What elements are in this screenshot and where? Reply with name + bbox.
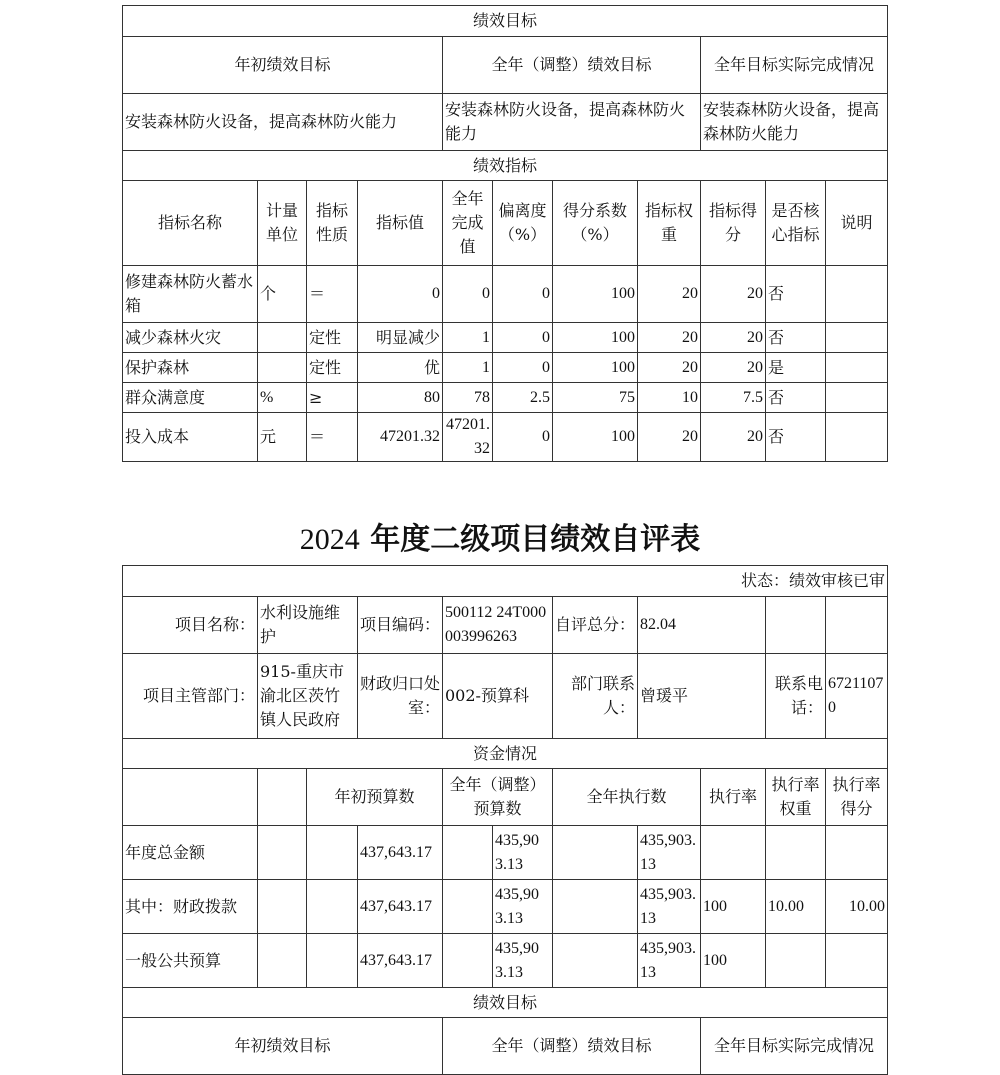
fund-adjusted: 435,903.13: [493, 826, 553, 880]
indicator-note: [826, 383, 888, 413]
indicator-name: 群众满意度: [123, 383, 258, 413]
goal-header-initial-2: 年初绩效目标: [123, 1018, 443, 1075]
fund-initial: 437,643.17: [358, 826, 443, 880]
indicator-nature: ＝: [307, 266, 358, 323]
indicator-coef: 75: [553, 383, 638, 413]
indicator-weight: 20: [638, 413, 701, 462]
indicator-weight: 20: [638, 353, 701, 383]
empty-cell: [123, 769, 258, 826]
goal-header-actual-2: 全年目标实际完成情况: [701, 1018, 888, 1075]
empty-cell: [826, 597, 888, 654]
fund-initial: 437,643.17: [358, 880, 443, 934]
indicator-unit: %: [258, 383, 307, 413]
empty-cell: [258, 934, 307, 988]
fund-rate: [701, 826, 766, 880]
indicator-name: 修建森林防火蓄水箱: [123, 266, 258, 323]
empty-cell: [443, 826, 493, 880]
indicator-note: [826, 266, 888, 323]
project-name-value: 水利设施维护: [258, 597, 358, 654]
goal-value-actual: 安装森林防火设备，提高森林防火能力: [701, 94, 888, 151]
indicator-note: [826, 413, 888, 462]
contact-label: 部门联系人：: [553, 654, 638, 739]
empty-cell: [258, 880, 307, 934]
indicator-score: 20: [701, 413, 766, 462]
fund-label: 其中：财政拨款: [123, 880, 258, 934]
indicator-score: 20: [701, 323, 766, 353]
fund-rate-score: [826, 826, 888, 880]
indicator-value: 0: [358, 266, 443, 323]
section-indicators-header: 绩效指标: [123, 151, 888, 181]
table-row: [123, 353, 888, 383]
self-score-value: 82.04: [638, 597, 766, 654]
indicator-nature: 定性: [307, 353, 358, 383]
indicator-header-actual: 全年完成值: [443, 181, 493, 266]
table-row: [123, 413, 888, 462]
indicator-header-core: 是否核心指标: [766, 181, 826, 266]
fund-rate: 100: [701, 880, 766, 934]
indicator-actual: 0: [443, 266, 493, 323]
fund-header-rate-score: 执行率得分: [826, 769, 888, 826]
indicator-note: [826, 353, 888, 383]
fund-executed: 435,903.13: [638, 934, 701, 988]
project-code-value: 500112 24T000003996263: [443, 597, 553, 654]
table-row: [123, 323, 888, 353]
fund-header-initial: 年初预算数: [307, 769, 443, 826]
indicator-score: 20: [701, 353, 766, 383]
indicator-header-note: 说明: [826, 181, 888, 266]
fund-adjusted: 435,903.13: [493, 934, 553, 988]
indicator-core: 是: [766, 353, 826, 383]
indicator-header-coef: 得分系数（%）: [553, 181, 638, 266]
fund-header-adjusted: 全年（调整）预算数: [443, 769, 553, 826]
indicator-value: 47201.32: [358, 413, 443, 462]
fund-label: 年度总金额: [123, 826, 258, 880]
indicator-deviation: 2.5: [493, 383, 553, 413]
project-code-label: 项目编码：: [358, 597, 443, 654]
indicator-deviation: 0: [493, 353, 553, 383]
phone-label: 联系电话：: [766, 654, 826, 739]
indicator-core: 否: [766, 323, 826, 353]
project-name-label: 项目名称：: [123, 597, 258, 654]
indicator-coef: 100: [553, 353, 638, 383]
fund-header-rate-weight: 执行率权重: [766, 769, 826, 826]
finance-label: 财政归口处室：: [358, 654, 443, 739]
empty-cell: [443, 934, 493, 988]
dept-label: 项目主管部门：: [123, 654, 258, 739]
indicator-value: 明显减少: [358, 323, 443, 353]
top-performance-table: [122, 5, 887, 462]
indicator-deviation: 0: [493, 413, 553, 462]
goal-header-adjusted-2: 全年（调整）绩效目标: [443, 1018, 701, 1075]
fund-executed: 435,903.13: [638, 880, 701, 934]
table-row: [123, 266, 888, 323]
indicator-header-unit: 计量单位: [258, 181, 307, 266]
fund-initial: 437,643.17: [358, 934, 443, 988]
fund-adjusted: 435,903.13: [493, 880, 553, 934]
section-goals-header-2: 绩效目标: [123, 988, 888, 1018]
phone-value: 67211070: [826, 654, 888, 739]
empty-cell: [307, 934, 358, 988]
fund-header-rate: 执行率: [701, 769, 766, 826]
indicator-score: 20: [701, 266, 766, 323]
indicator-deviation: 0: [493, 323, 553, 353]
indicator-nature: ＝: [307, 413, 358, 462]
fund-rate-weight: [766, 826, 826, 880]
indicator-actual: 1: [443, 353, 493, 383]
status-text: 状态：绩效审核已审: [123, 566, 888, 597]
section-goals-header: 绩效目标: [123, 6, 888, 37]
indicator-actual: 78: [443, 383, 493, 413]
indicator-core: 否: [766, 383, 826, 413]
title-text: 年度二级项目绩效自评表: [359, 522, 701, 557]
empty-cell: [307, 826, 358, 880]
fund-rate-weight: [766, 934, 826, 988]
indicator-weight: 20: [638, 266, 701, 323]
table-row: [123, 934, 888, 988]
page-title: [0, 518, 1000, 562]
title-year: 2024: [299, 523, 360, 556]
indicator-weight: 20: [638, 323, 701, 353]
indicator-actual: 1: [443, 323, 493, 353]
fund-rate-weight: 10.00: [766, 880, 826, 934]
indicator-nature: 定性: [307, 323, 358, 353]
table-row: [123, 880, 888, 934]
empty-cell: [258, 769, 307, 826]
indicator-core: 否: [766, 413, 826, 462]
indicator-value: 80: [358, 383, 443, 413]
indicator-nature: ≥: [307, 383, 358, 413]
indicator-note: [826, 323, 888, 353]
indicator-name: 投入成本: [123, 413, 258, 462]
dept-value: 915-重庆市渝北区茨竹镇人民政府: [258, 654, 358, 739]
indicator-deviation: 0: [493, 266, 553, 323]
indicator-score: 7.5: [701, 383, 766, 413]
empty-cell: [553, 826, 638, 880]
table-row: [123, 383, 888, 413]
fund-rate: 100: [701, 934, 766, 988]
empty-cell: [443, 880, 493, 934]
table-row: [123, 826, 888, 880]
empty-cell: [553, 880, 638, 934]
goal-value-adjusted: 安装森林防火设备，提高森林防火能力: [443, 94, 701, 151]
finance-value: 002-预算科: [443, 654, 553, 739]
indicator-header-score: 指标得分: [701, 181, 766, 266]
indicator-unit: 元: [258, 413, 307, 462]
empty-cell: [307, 880, 358, 934]
indicator-header-name: 指标名称: [123, 181, 258, 266]
goal-header-adjusted: 全年（调整）绩效目标: [443, 37, 701, 94]
empty-cell: [258, 826, 307, 880]
empty-cell: [553, 934, 638, 988]
indicator-unit: 个: [258, 266, 307, 323]
fund-rate-score: [826, 934, 888, 988]
goal-value-initial: 安装森林防火设备，提高森林防火能力: [123, 94, 443, 151]
indicator-coef: 100: [553, 266, 638, 323]
indicator-unit: [258, 353, 307, 383]
fund-executed: 435,903.13: [638, 826, 701, 880]
indicator-unit: [258, 323, 307, 353]
indicator-header-value: 指标值: [358, 181, 443, 266]
fund-label: 一般公共预算: [123, 934, 258, 988]
indicator-name: 减少森林火灾: [123, 323, 258, 353]
indicator-header-deviation: 偏离度（%）: [493, 181, 553, 266]
fund-header-executed: 全年执行数: [553, 769, 701, 826]
indicator-coef: 100: [553, 413, 638, 462]
section-funds-header: 资金情况: [123, 739, 888, 769]
indicator-weight: 10: [638, 383, 701, 413]
self-score-label: 自评总分：: [553, 597, 638, 654]
indicator-header-weight: 指标权重: [638, 181, 701, 266]
indicator-header-nature: 指标性质: [307, 181, 358, 266]
contact-value: 曾瑗平: [638, 654, 766, 739]
empty-cell: [766, 597, 826, 654]
indicator-core: 否: [766, 266, 826, 323]
indicator-name: 保护森林: [123, 353, 258, 383]
goal-header-actual: 全年目标实际完成情况: [701, 37, 888, 94]
goal-header-initial: 年初绩效目标: [123, 37, 443, 94]
indicator-value: 优: [358, 353, 443, 383]
indicator-coef: 100: [553, 323, 638, 353]
project-evaluation-table: [122, 565, 887, 1075]
fund-rate-score: 10.00: [826, 880, 888, 934]
indicator-actual: 47201.32: [443, 413, 493, 462]
